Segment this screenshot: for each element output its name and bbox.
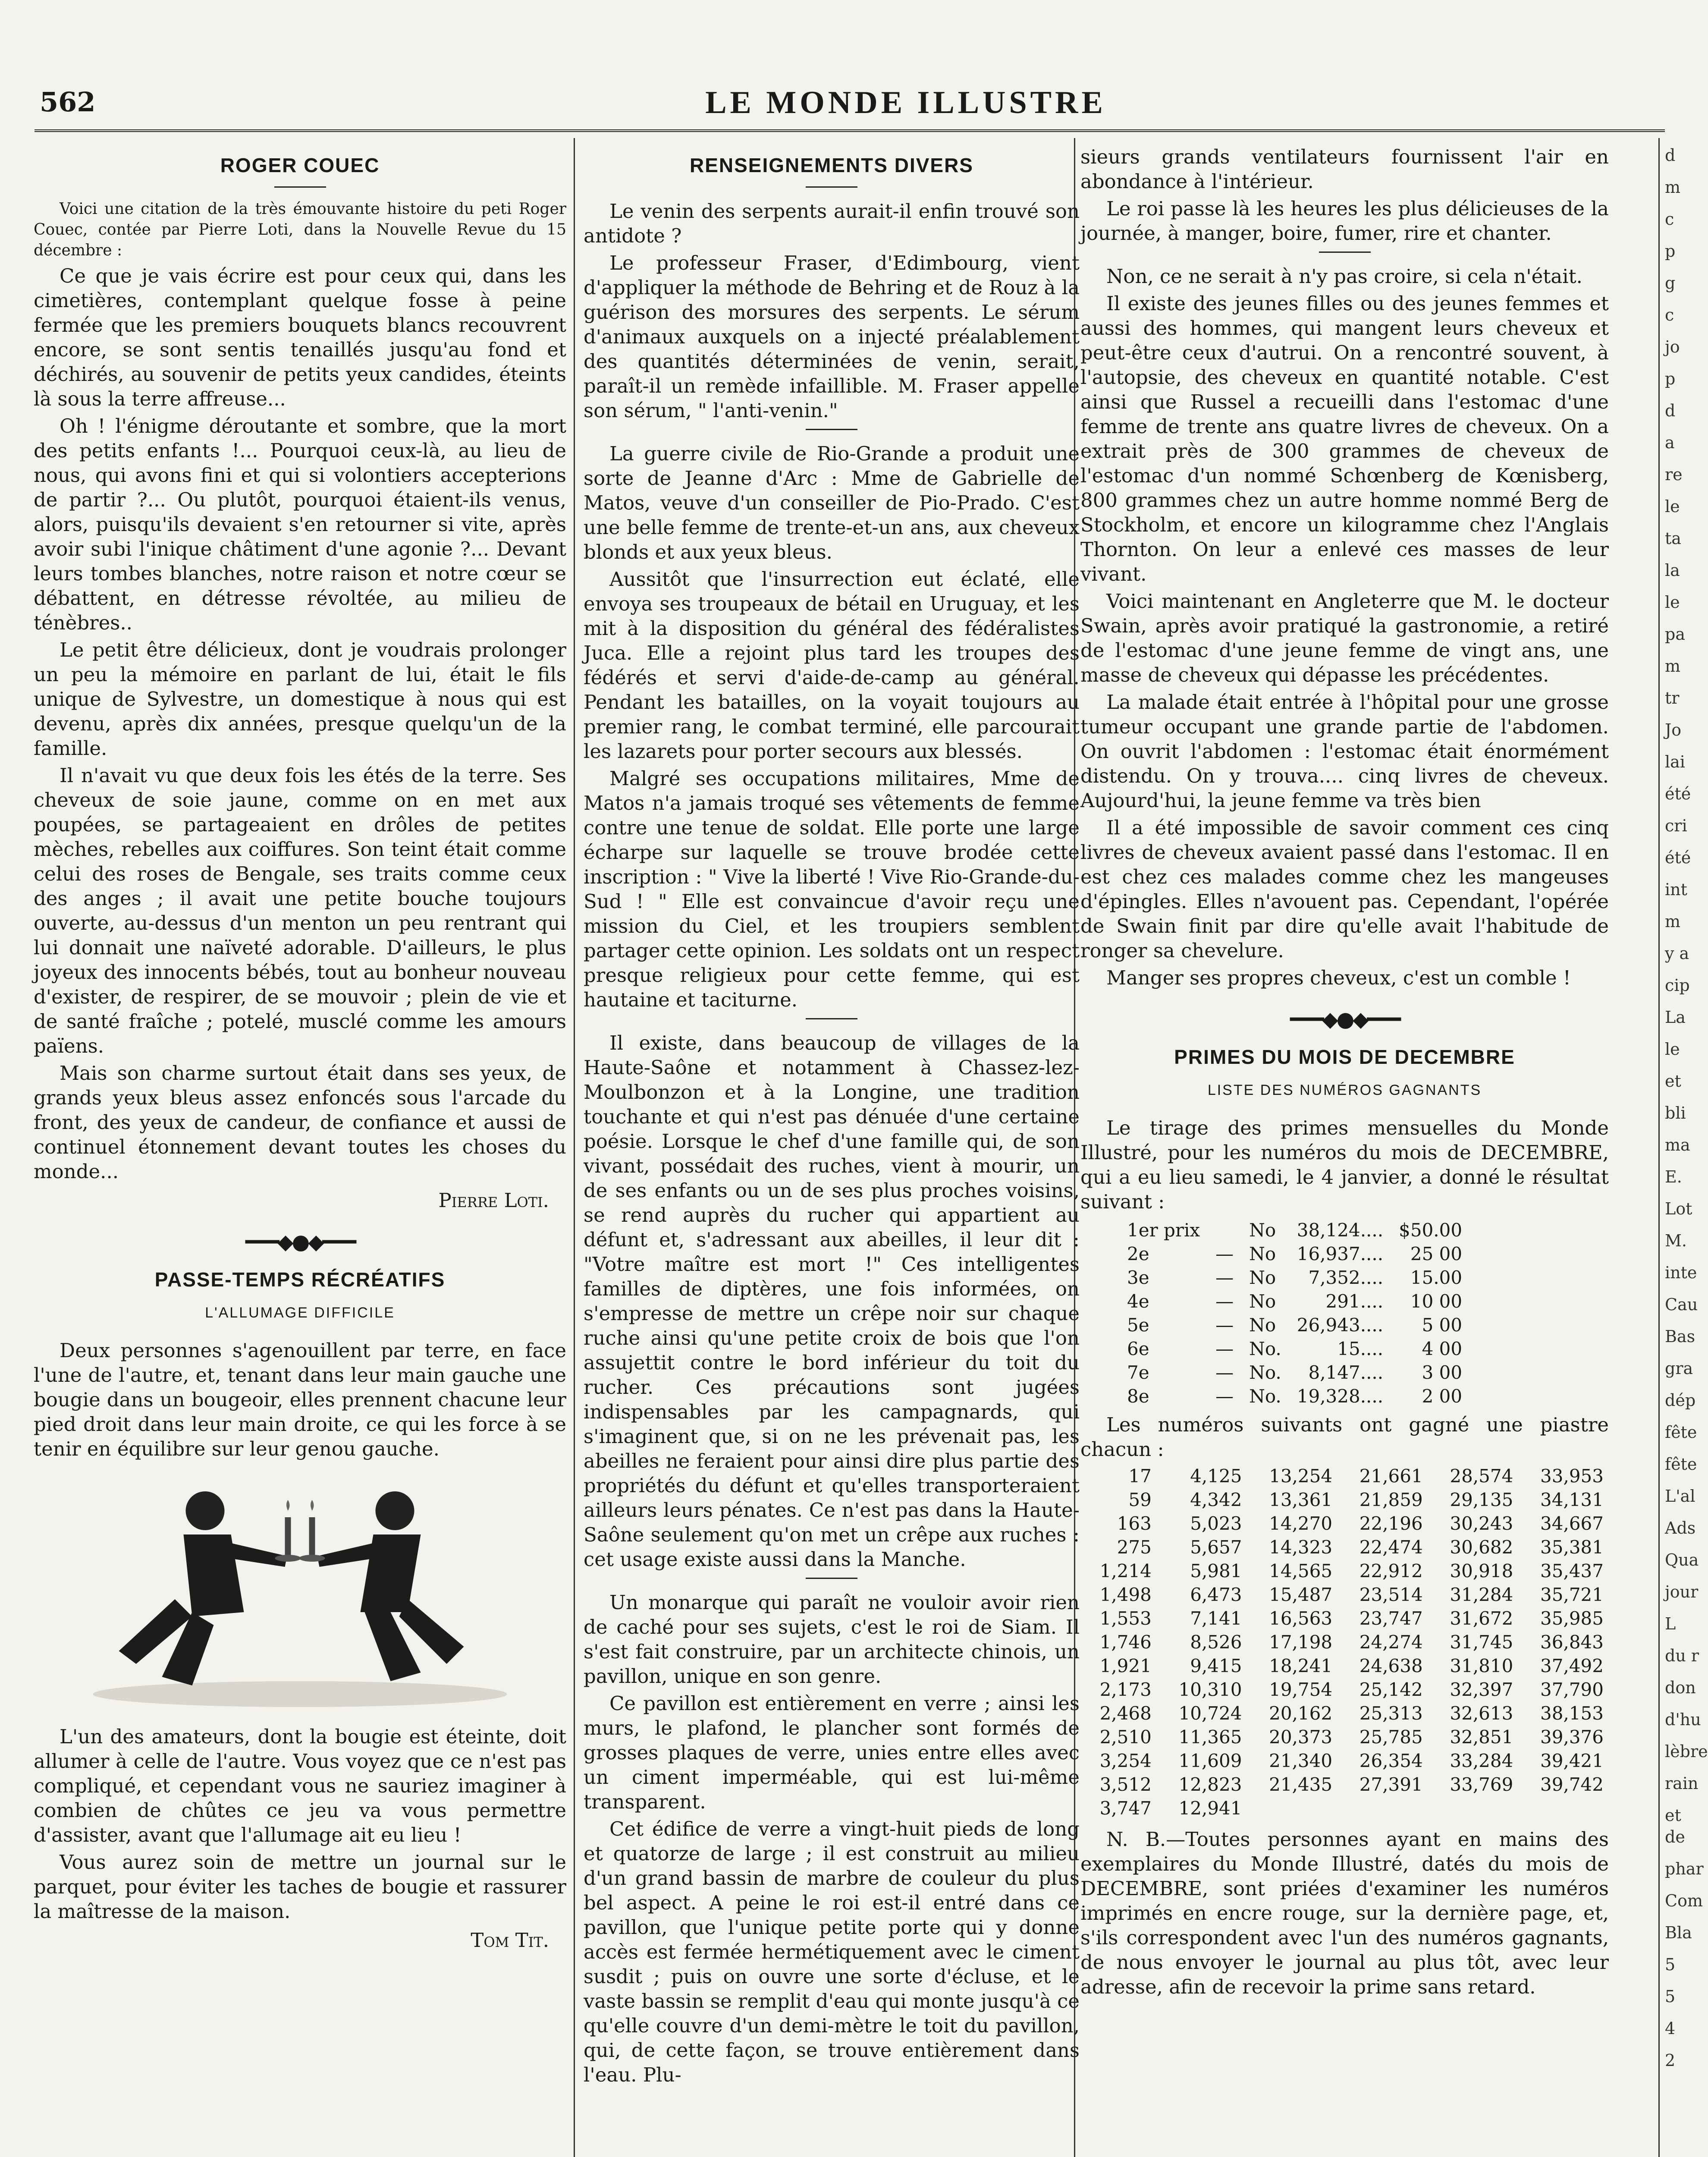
article-body	[34, 1338, 566, 1461]
prize-row	[1119, 1361, 1470, 1384]
winning-number: 20,373	[1269, 1726, 1333, 1748]
winning-number: 3,747	[1099, 1798, 1152, 1819]
divider	[1319, 252, 1371, 253]
winning-number: 20,162	[1269, 1703, 1333, 1724]
winning-number: 32,851	[1450, 1726, 1513, 1748]
section-subtitle: LISTE DES NUMÉROS GAGNANTS	[1207, 1082, 1482, 1098]
paragraph: Le professeur Fraser, d'Edimbourg, vient d'appliquer la méthode de Behring et de Rouz à la guérison des morsures des serpents. Le sérum d'animaux auxquels on a injecté préalablement des quantités déterminées de venin, serait, paraît-il un remède infaillible. M. Fraser appelle son sérum, " l'anti-venin."	[584, 252, 1080, 422]
column-divider	[1658, 138, 1660, 2157]
cropped-text-fragment: cip	[1665, 976, 1690, 995]
winning-number: 1,553	[1099, 1608, 1152, 1629]
paragraph: Voici maintenant en Angleterre que M. le docteur Swain, après avoir pratiqué la gastronomie, a retiré de l'estomac d'une jeune femme de vingt ans, une masse de cheveux qui dépasse les précédentes.	[1080, 590, 1609, 686]
prize-cell: 7,352....	[1308, 1267, 1384, 1288]
article-title: PASSE-TEMPS RÉCRÉATIFS	[154, 1268, 446, 1291]
prize-cell: 291....	[1325, 1291, 1384, 1312]
paragraph: Malgré ses occupations militaires, Mme de Matos n'a jamais troqué ses vêtements de femme contre une tenue de soldat. Elle porte une large écharpe sur laquelle se trouve brodée cette inscription : " Vive la liberté ! Vive Rio-Grande-du-Sud ! " Elle est convaincue d'avoir reçu une mission du Ciel, et les troupiers semblent partager cette opinion. Les soldats ont un respect presque religieux pour cette femme, qui est hautaine et taciturne.	[584, 767, 1080, 1011]
divider	[274, 186, 326, 188]
paragraph: Ce que je vais écrire est pour ceux qui, dans les cimetières, contemplant quelque fosse à peine fermée que les premiers bouquets blancs recouvrent encore, se sont sentis tenaillés jusqu'au fond et déchirés, au souvenir de petits yeux candides, éteints là sous la terre affreuse...	[34, 264, 566, 410]
winning-number: 14,565	[1269, 1560, 1333, 1582]
paragraph: Aussitôt que l'insurrection eut éclaté, elle envoya ses troupeaux de bétail en Uruguay, et les mit à la disposition du général des fédéralistes Juca. Elle a rejoint plus tard les troupes des fédérés et servi d'aide-de-camp au général. Pendant les batailles, on la voyait toujours au premier rang, le combat terminé, elle parcourait les lazarets pour porter secours aux blessés.	[584, 568, 1080, 763]
prize-cell	[1208, 1218, 1241, 1242]
winning-number: 21,661	[1359, 1465, 1423, 1487]
prize-row	[1119, 1242, 1470, 1266]
cropped-text-fragment: M.	[1665, 1231, 1687, 1250]
prize-cell: 5e	[1127, 1314, 1149, 1336]
winning-number: 24,638	[1359, 1655, 1423, 1676]
prize-cell: No.	[1249, 1386, 1281, 1407]
paragraph: Manger ses propres cheveux, c'est un comble !	[1106, 966, 1571, 989]
prize-cell: 38,124....	[1297, 1220, 1384, 1241]
prize-row	[1119, 1313, 1470, 1337]
prize-cell: —	[1215, 1267, 1234, 1288]
winning-number: 32,613	[1450, 1703, 1513, 1724]
ornament: ━━━◆●◆━━━	[245, 1230, 355, 1254]
winning-number: 8,526	[1190, 1632, 1242, 1653]
prize-cell: 25 00	[1410, 1243, 1463, 1264]
paragraph: Deux personnes s'agenouillent par terre, en face l'une de l'autre, et, tenant dans leur main gauche une bougie dans un bougeoir, elles prennent chacune leur pied droit dans leur main droite, ce qui les force à se tenir en équilibre sur leur genou gauche.	[34, 1339, 566, 1460]
winning-number: 39,421	[1540, 1750, 1604, 1771]
cropped-text-fragment: Cau	[1665, 1295, 1698, 1314]
divider	[806, 429, 857, 430]
engraving-image	[42, 1470, 558, 1711]
cropped-text-fragment: rain	[1665, 1774, 1699, 1793]
cropped-text-fragment: gra	[1665, 1359, 1693, 1378]
winning-number: 30,682	[1450, 1537, 1513, 1558]
prize-cell: No	[1249, 1243, 1276, 1264]
paragraph: La malade était entrée à l'hôpital pour une grosse tumeur occupant une grande partie de l'abdomen. On ouvrit l'abdomen : l'estomac était énormément distendu. On y trouva.... cinq livres de cheveux. Aujourd'hui, la jeune femme va très bien	[1080, 691, 1609, 812]
cropped-text-fragment: fête	[1665, 1423, 1697, 1442]
winning-number: 22,196	[1359, 1513, 1423, 1534]
cropped-text-fragment: 4	[1665, 2019, 1676, 2038]
cropped-text-fragment: Lot	[1665, 1199, 1692, 1218]
winning-number: 12,823	[1178, 1774, 1242, 1795]
prize-cell: 15.00	[1410, 1267, 1463, 1288]
prize-cell: 2e	[1127, 1243, 1149, 1264]
winning-number: 38,153	[1540, 1703, 1604, 1724]
winning-number: 26,354	[1359, 1750, 1423, 1771]
winning-number: 35,437	[1540, 1560, 1604, 1582]
winning-number: 18,241	[1269, 1655, 1333, 1676]
prize-cell: —	[1215, 1386, 1234, 1407]
prize-row	[1119, 1218, 1470, 1242]
column-2	[584, 145, 1080, 2090]
winning-number: 5,981	[1190, 1560, 1242, 1582]
paragraph: Il existe, dans beaucoup de villages de la Haute-Saône et notamment à Chassez-lez-Moulbonzon et à la Longine, une tradition touchante et qui n'est pas dénuée d'une certaine poésie. Lorsque le chef d'une famille qui, de son vivant, possédait des ruches, vient à mourir, un de ses enfants ou un de ses plus proches voisins, se rend auprès du rucher qui appartient au défunt et, s'adressant aux abeilles, il leur dit : "Votre maître est mort !" Ces intelligentes familles de diptères, une fois informées, on s'empresse de mettre un crêpe noir sur chaque ruche ainsi qu'une petite croix de bois que l'on assujettit contre le bord inférieur du toit du rucher. Ces précautions sont jugées indispensables par les campagnards, qui s'imaginent que, si on ne les prévenait pas, les abeilles ne feraient pour ainsi dire plus partie des propriétés du défunt et qu'elles transporteraient ailleurs leurs pénates. Ce n'est pas dans la Haute-Saône seulement qu'on met un crêpe aux ruches : cet usage existe aussi dans la Manche.	[584, 1031, 1080, 1571]
cropped-text-fragment: pa	[1665, 625, 1685, 644]
paragraph: Oh ! l'énigme déroutante et sombre, que la mort des petits enfants !... Pourquoi ceux-là, au lieu de nous, qui avons fini et qui si volontiers accepterions de partir ?... Ou plutôt, pourquoi étaient-ils venus, alors, puisqu'ils devaient s'en retourner si vite, après avoir subi l'inique châtiment d'une agonie ?... Devant leurs tombes blanches, notre raison et notre cœur se débattent, en détresse révoltée, au milieu de ténèbres..	[34, 415, 566, 634]
cropped-text-fragment: E.	[1665, 1167, 1682, 1186]
winners-row	[1080, 1464, 1609, 1488]
winning-number: 32,397	[1450, 1679, 1513, 1700]
winning-number: 12,941	[1178, 1798, 1242, 1819]
cropped-text-fragment: m	[1665, 657, 1681, 676]
cropped-text-fragment: 5	[1665, 1955, 1676, 1974]
winning-number: 21,340	[1269, 1750, 1333, 1771]
winning-number: 30,918	[1450, 1560, 1513, 1582]
cropped-text-fragment: don	[1665, 1678, 1696, 1697]
signature: Pierre Loti.	[438, 1189, 549, 1212]
cropped-text-fragment: jo	[1665, 337, 1680, 356]
winning-number: 1,921	[1099, 1655, 1152, 1676]
cropped-text-fragment: p	[1665, 242, 1676, 261]
winners-row	[1080, 1678, 1609, 1701]
divider	[806, 186, 857, 188]
article-title: ROGER COUEC	[220, 154, 380, 176]
winning-number	[1338, 1796, 1428, 1820]
winning-number: 13,254	[1269, 1465, 1333, 1487]
winners-row	[1080, 1796, 1609, 1820]
prize-cell: No.	[1249, 1338, 1281, 1359]
winning-number: 1,746	[1099, 1632, 1152, 1653]
prize-cell: No	[1249, 1291, 1276, 1312]
winners-row	[1080, 1654, 1609, 1678]
paragraph: Non, ce ne serait à n'y pas croire, si cela n'était.	[1106, 265, 1582, 288]
cropped-text-fragment: d	[1665, 146, 1676, 165]
winning-number: 22,474	[1359, 1537, 1423, 1558]
prize-row	[1119, 1337, 1470, 1361]
prize-cell: 16,937....	[1297, 1243, 1384, 1264]
winning-numbers-table	[1080, 1464, 1609, 1820]
winning-number: 28,574	[1450, 1465, 1513, 1487]
cropped-text-fragment: int	[1665, 880, 1687, 899]
cropped-text-fragment: été	[1665, 848, 1691, 867]
cropped-text-fragment: Qua	[1665, 1550, 1699, 1569]
winning-number: 35,985	[1540, 1608, 1604, 1629]
cropped-text-fragment: c	[1665, 210, 1674, 229]
winners-row	[1080, 1630, 1609, 1654]
signature: Tom Tit.	[471, 1929, 549, 1952]
winners-row	[1080, 1773, 1609, 1796]
prize-row	[1119, 1289, 1470, 1313]
winners-row	[1080, 1583, 1609, 1607]
winning-number: 17,198	[1269, 1632, 1333, 1653]
paragraph: Cet édifice de verre a vingt-huit pieds de long et quatorze de large ; il est construit au milieu d'un grand bassin de marbre de couleur du plus bel aspect. A peine le roi est-il entré dans ce pavillon, que l'unique petite porte qui y donne accès est fermée hermétiquement avec le ciment susdit ; puis on ouvre une sorte d'écluse, et le vaste bassin se remplit d'eau qui monte jusqu'à ce qu'elle couvre d'un demi-mètre le toit du pavillon, qui, de cette façon, se trouve entièrement dans l'eau. Plu-	[584, 1817, 1080, 2086]
article-body	[1080, 264, 1609, 990]
winners-row	[1080, 1488, 1609, 1512]
ornament: ━━━◆●◆━━━	[1290, 1007, 1400, 1031]
prize-cell: —	[1215, 1338, 1234, 1359]
article-body	[584, 199, 1080, 423]
winning-number: 31,672	[1450, 1608, 1513, 1629]
prize-row	[1119, 1266, 1470, 1289]
winning-number: 10,310	[1178, 1679, 1242, 1700]
winning-number: 3,254	[1099, 1750, 1152, 1771]
cropped-text-fragment: m	[1665, 912, 1681, 931]
winning-number: 13,361	[1269, 1489, 1333, 1510]
prize-cell: No	[1249, 1314, 1276, 1336]
winners-row	[1080, 1725, 1609, 1749]
prize-cell: 4 00	[1422, 1338, 1463, 1359]
winning-number: 17	[1128, 1465, 1152, 1487]
paragraph: Il a été impossible de savoir comment ces cinq livres de cheveux avaient passé dans l'estomac. Il en est chez ces malades comme chez les mangeuses d'épingles. Elles n'avouent pas. Cependant, l'opérée de Swain finit par dire qu'elle avait l'habitude de ronger sa chevelure.	[1080, 816, 1609, 962]
paragraph: Le petit être délicieux, dont je voudrais prolonger un peu la mémoire en parlant de lui, était le fils unique de Sylvestre, un domestique à nous qui est devenu, après dix années, presque quelqu'un de la famille.	[34, 638, 566, 760]
winning-number: 4,125	[1190, 1465, 1242, 1487]
winning-number: 4,342	[1190, 1489, 1242, 1510]
winning-number: 34,667	[1540, 1513, 1604, 1534]
winning-number: 34,131	[1540, 1489, 1604, 1510]
paragraph: Il n'avait vu que deux fois les étés de la terre. Ses cheveux de soie jaune, comme on en met aux poupées, se partageaient en drôles de petites mèches, rebelles aux coiffures. Son teint était comme celui des roses de Bengale, ses traits comme ceux des anges ; il avait une petite bouche toujours ouverte, au-dessus d'un menton un peu rentrant qui lui donnait une naïveté adorable. D'ailleurs, le plus joyeux des innocents bébés, tout au bonheur nouveau d'exister, de respirer, de se mouvoir ; plein de vie et de santé fraîche ; potelé, musclé comme les amours païens.	[34, 764, 566, 1057]
cropped-text-fragment: m	[1665, 178, 1681, 197]
paragraph: Le venin des serpents aurait-il enfin trouvé son antidote ?	[584, 200, 1080, 247]
winning-number	[1518, 1796, 1609, 1820]
winning-number: 21,435	[1269, 1774, 1333, 1795]
winners-row	[1080, 1535, 1609, 1559]
illustration-kneeling-candle-game	[42, 1470, 558, 1711]
prizes-intro: Le tirage des primes mensuelles du Monde Illustré, pour les numéros du mois de DECEMBRE, qui a eu lieu samedi, le 4 janvier, a donné le résultat suivant :	[1080, 1116, 1609, 1213]
article-subtitle: L'ALLUMAGE DIFFICILE	[205, 1305, 395, 1321]
winning-number: 6,473	[1190, 1584, 1242, 1605]
prize-cell: 1er prix	[1127, 1220, 1200, 1241]
column-1	[34, 145, 566, 1970]
winners-row	[1080, 1749, 1609, 1773]
cropped-text-fragment: a	[1665, 433, 1675, 452]
winners-row	[1080, 1701, 1609, 1725]
cropped-text-fragment: Ads	[1665, 1519, 1696, 1538]
prize-row	[1119, 1384, 1470, 1408]
cropped-text-fragment: du r	[1665, 1646, 1699, 1665]
cropped-text-fragment: tr	[1665, 689, 1680, 707]
prize-cell: 2 00	[1422, 1386, 1463, 1407]
cropped-text-fragment: L'al	[1665, 1487, 1695, 1506]
winning-number: 27,391	[1359, 1774, 1423, 1795]
paragraph: L'un des amateurs, dont la bougie est éteinte, doit allumer à celle de l'autre. Vous voyez que ce n'est pas compliqué, et cependant vous ne sauriez imaginer à combien de chûtes ce jeu va vous permettre d'assister, avant que l'allumage ait eu lieu !	[34, 1725, 566, 1846]
winning-number: 39,742	[1540, 1774, 1604, 1795]
prize-cell: 4e	[1127, 1291, 1149, 1312]
winning-number: 33,769	[1450, 1774, 1513, 1795]
cropped-text-fragment: inte	[1665, 1263, 1697, 1282]
winning-number: 11,365	[1178, 1726, 1242, 1748]
winning-number: 25,313	[1359, 1703, 1423, 1724]
prize-cell: 26,943....	[1297, 1314, 1384, 1336]
cropped-text-fragment: ta	[1665, 529, 1681, 548]
prize-cell: —	[1215, 1291, 1234, 1312]
cropped-text-fragment: Bla	[1665, 1923, 1692, 1942]
winners-row	[1080, 1512, 1609, 1535]
cropped-text-fragment: phar	[1665, 1859, 1704, 1878]
winning-number: 23,747	[1359, 1608, 1423, 1629]
winning-number: 24,274	[1359, 1632, 1423, 1653]
winning-number: 9,415	[1190, 1655, 1242, 1676]
article-body	[34, 1724, 566, 1924]
prize-cell: 3 00	[1422, 1362, 1463, 1383]
winning-number: 31,810	[1450, 1655, 1513, 1676]
section-title: PRIMES DU MOIS DE DECEMBRE	[1174, 1046, 1515, 1068]
prize-cell: 7e	[1127, 1362, 1149, 1383]
article-body	[584, 1590, 1080, 2087]
winning-number: 1,498	[1099, 1584, 1152, 1605]
winning-number: 35,721	[1540, 1584, 1604, 1605]
winning-number: 275	[1117, 1537, 1152, 1558]
article-title: RENSEIGNEMENTS DIVERS	[690, 154, 973, 176]
cropped-text-fragment: re	[1665, 465, 1683, 484]
winning-number	[1247, 1796, 1338, 1820]
cropped-text-fragment: d'hu	[1665, 1710, 1701, 1729]
prize-cell: 8,147....	[1308, 1362, 1384, 1383]
winning-number: 5,023	[1190, 1513, 1242, 1534]
cropped-text-fragment: lèbre	[1665, 1742, 1708, 1761]
prize-cell: 19,328....	[1297, 1386, 1384, 1407]
column-divider	[574, 138, 575, 2157]
winning-number: 23,514	[1359, 1584, 1423, 1605]
cropped-text-fragment: 2	[1665, 2051, 1676, 2070]
prize-cell: 5 00	[1422, 1314, 1463, 1336]
column-3	[1080, 145, 1609, 2002]
winning-number: 22,912	[1359, 1560, 1423, 1582]
winning-number: 31,284	[1450, 1584, 1513, 1605]
winning-number: 29,135	[1450, 1489, 1513, 1510]
winning-number: 36,843	[1540, 1632, 1604, 1653]
paragraph: La guerre civile de Rio-Grande a produit une sorte de Jeanne d'Arc : Mme de Gabrielle de Matos, veuve d'un conseiller de Pio-Prado. C'est une belle femme de trente-et-un ans, aux cheveux blonds et aux yeux bleus.	[584, 442, 1080, 563]
winning-number: 11,609	[1178, 1750, 1242, 1771]
cropped-text-fragment: été	[1665, 784, 1691, 803]
winning-number: 33,953	[1540, 1465, 1604, 1487]
cropped-text-fragment: g	[1665, 274, 1676, 292]
prize-cell: —	[1215, 1362, 1234, 1383]
cropped-text-fragment: Bas	[1665, 1327, 1695, 1346]
article-body	[584, 441, 1080, 1012]
cropped-text-fragment: cri	[1665, 816, 1687, 835]
winning-number: 59	[1128, 1489, 1152, 1510]
prize-cell: —	[1215, 1314, 1234, 1336]
paragraph: Vous aurez soin de mettre un journal sur le parquet, pour éviter les taches de bougie et rassurer la maîtresse de la maison.	[34, 1851, 566, 1923]
winning-number: 16,563	[1269, 1608, 1333, 1629]
winning-number: 21,859	[1359, 1489, 1423, 1510]
prize-cell: No.	[1249, 1362, 1281, 1383]
winning-number: 25,785	[1359, 1726, 1423, 1748]
article-intro: Voici une citation de la très émouvante histoire du peti Roger Couec, contée par Pierre Loti, dans la Nouvelle Revue du 15 décembre :	[34, 200, 566, 259]
article-body	[1080, 145, 1609, 245]
cropped-text-fragment: et de	[1665, 1806, 1685, 1846]
winning-number: 31,745	[1450, 1632, 1513, 1653]
winning-number: 35,381	[1540, 1537, 1604, 1558]
prizes-table	[1119, 1218, 1470, 1408]
prize-cell: —	[1215, 1243, 1234, 1264]
winning-number: 14,270	[1269, 1513, 1333, 1534]
cropped-text-fragment: ma	[1665, 1135, 1690, 1154]
prize-cell: 10 00	[1410, 1291, 1463, 1312]
cropped-text-fragment: Jo	[1665, 720, 1682, 739]
column-4-cropped	[1665, 145, 1708, 2082]
winning-number: 3,512	[1099, 1774, 1152, 1795]
page-number: 562	[40, 86, 96, 118]
divider	[806, 1578, 857, 1579]
cropped-text-fragment: fête	[1665, 1455, 1697, 1474]
winning-number: 30,243	[1450, 1513, 1513, 1534]
cropped-text-fragment: dép	[1665, 1391, 1696, 1410]
prize-cell: No	[1249, 1220, 1276, 1241]
winning-number: 37,790	[1540, 1679, 1604, 1700]
winning-number: 2,510	[1099, 1726, 1152, 1748]
cropped-text-fragment: c	[1665, 305, 1674, 324]
winning-number: 39,376	[1540, 1726, 1604, 1748]
paragraph: Le roi passe là les heures les plus délicieuses de la journée, à manger, boire, fumer, rire et chanter.	[1080, 197, 1609, 245]
winning-number: 15,487	[1269, 1584, 1333, 1605]
prize-cell: $50.00	[1399, 1220, 1463, 1241]
cropped-text-fragment: Com	[1665, 1891, 1703, 1910]
winning-number: 19,754	[1269, 1679, 1333, 1700]
cropped-text-fragment: et	[1665, 1072, 1681, 1091]
winners-row	[1080, 1559, 1609, 1583]
article-body	[584, 1031, 1080, 1572]
prize-cell: 8e	[1127, 1386, 1149, 1407]
article-body	[34, 264, 566, 1184]
cropped-text-fragment: L	[1665, 1614, 1676, 1633]
cropped-text-fragment: y a	[1665, 944, 1689, 963]
cropped-text-fragment: p	[1665, 369, 1676, 388]
winners-row	[1080, 1607, 1609, 1630]
paragraph: Mais son charme surtout était dans ses yeux, de grands yeux bleus assez enfoncés sous l'arcade du front, des yeux de candeur, de confiance et aussi de continuel étonnement devant toutes les choses du monde...	[34, 1062, 566, 1183]
winning-number: 37,492	[1540, 1655, 1604, 1676]
prize-cell: 3e	[1127, 1267, 1149, 1288]
cropped-text-fragment: lai	[1665, 752, 1685, 771]
winning-number: 2,468	[1099, 1703, 1152, 1724]
header-rule	[35, 129, 1665, 132]
cropped-text-fragment: d	[1665, 401, 1676, 420]
winning-number: 2,173	[1099, 1679, 1152, 1700]
cropped-text-fragment: le	[1665, 1040, 1680, 1059]
prize-cell: No	[1249, 1267, 1276, 1288]
winning-number: 7,141	[1190, 1608, 1242, 1629]
cropped-text-fragment: 5	[1665, 1987, 1676, 2006]
winners-intro: Les numéros suivants ont gagné une piastre chacun :	[1080, 1413, 1609, 1461]
cropped-text-fragment: le	[1665, 497, 1680, 516]
winning-number: 10,724	[1178, 1703, 1242, 1724]
cropped-text-fragment: bli	[1665, 1104, 1686, 1123]
cropped-text-fragment: la	[1665, 561, 1680, 580]
winning-number: 163	[1117, 1513, 1152, 1534]
masthead: LE MONDE ILLUSTRE	[705, 85, 1106, 120]
divider	[806, 1018, 857, 1019]
paragraph: Ce pavillon est entièrement en verre ; ainsi les murs, le plafond, le plancher sont formés de grosses plaques de verre, unies entre elles avec un ciment imperméable, qui est lui-même transparent.	[584, 1692, 1080, 1813]
cropped-text-fragment: La	[1665, 1008, 1686, 1027]
winning-number: 33,284	[1450, 1750, 1513, 1771]
paragraph: Il existe des jeunes filles ou des jeunes femmes et aussi des hommes, qui mangent leurs cheveux et peut-être ceux d'autrui. On a rencontré souvent, à l'autopsie, des cheveux en quantité notable. C'est ainsi que Russel a recueilli dans l'estomac d'une femme de trente ans quatre livres de cheveux. On a extrait près de 300 grammes de cheveux de l'estomac d'un nommé Schœnberg de Kœnisberg, 800 grammes chez un autre homme nommé Berg de Stockholm, et encore un kilogramme chez l'Anglais Thornton. On leur a enlevé ces masses de leur vivant.	[1080, 292, 1609, 585]
winning-number: 25,142	[1359, 1679, 1423, 1700]
paragraph: sieurs grands ventilateurs fournissent l'air en abondance à l'intérieur.	[1080, 145, 1609, 193]
winning-number	[1428, 1796, 1519, 1820]
winning-number: 14,323	[1269, 1537, 1333, 1558]
paragraph: Un monarque qui paraît ne vouloir avoir rien de caché pour ses sujets, c'est le roi de Siam. Il s'est fait construire, par un architecte chinois, un pavillon, unique en son genre.	[584, 1591, 1080, 1688]
prize-cell: 15....	[1337, 1338, 1384, 1359]
winning-number: 1,214	[1099, 1560, 1152, 1582]
cropped-text-fragment: jour	[1665, 1582, 1699, 1601]
nota-bene: N. B.—Toutes personnes ayant en mains des exemplaires du Monde Illustré, datés du mois de DECEMBRE, sont priées d'examiner les numéros imprimés en encre rouge, sur la dernière page, et, s'ils correspondent avec l'un des numéros gagnants, de nous envoyer le journal au plus tôt, avec leur adresse, afin de recevoir la prime sans retard.	[1080, 1828, 1609, 1998]
cropped-text-fragment: le	[1665, 593, 1680, 612]
prize-cell: 6e	[1127, 1338, 1149, 1359]
winning-number: 5,657	[1190, 1537, 1242, 1558]
